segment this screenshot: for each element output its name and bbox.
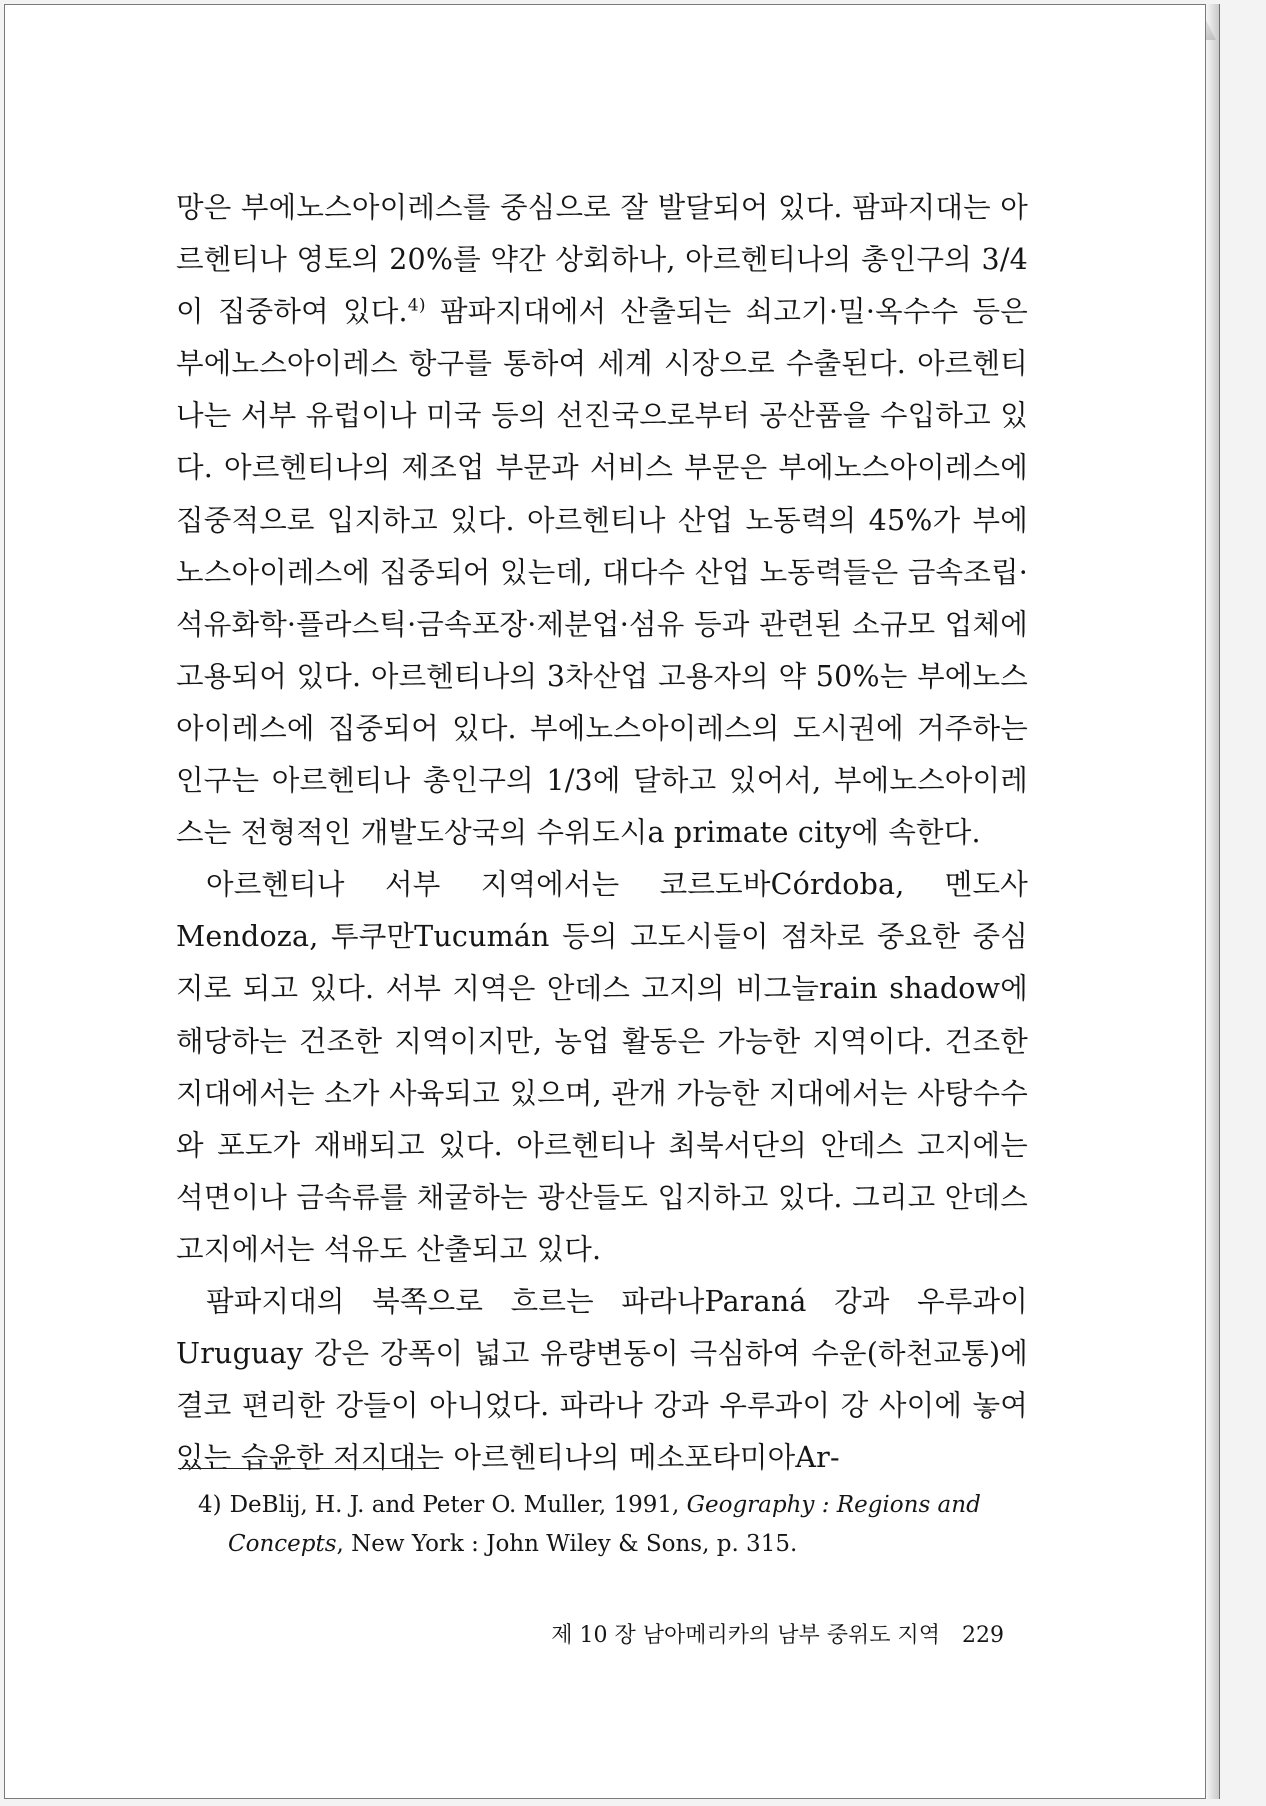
paragraph-3: 팜파지대의 북쪽으로 흐르는 파라나Paraná 강과 우루과이Uruguay 강은 강폭이 넓고 유량변동이 극심하여 수운(하천교통)에 결코 편리한 강들이 아니었다. 파라나 강과 우루과이 강 사이에 놓여 있는 습윤한 저지대는 아르헨티나의 메소포타미아Ar- (176, 1284, 1028, 1475)
footnote-line-2 (198, 1525, 1038, 1564)
page-body (176, 182, 1028, 1484)
footnote-publisher: , New York : John Wiley & Sons, p. 315. (336, 1531, 798, 1557)
footnote-4 (198, 1486, 1038, 1564)
footnote-number: 4) (198, 1492, 222, 1518)
paragraph-1-text-cont: 팜파지대에서 산출되는 쇠고기·밀·옥수수 등은 부에노스아이레스 항구를 통하여 세계 시장으로 수출된다. 아르헨티나는 서부 유럽이나 미국 등의 선진국으로부터 공산품을 수입하고 있다. 아르헨티나의 제조업 부문과 서비스 부문은 부에노스아이레스에 집중적으로 입지하고 있다. 아르헨티나 산업 노동력의 45%가 부에노스아이레스에 집중되어 있는데, 대다수 산업 노동력들은 금속조립·석유화학·플라스틱·금속포장·제분업·섬유 등과 관련된 소규모 업체에 고용되어 있다. 아르헨티나의 3차산업 고용자의 약 50%는 부에노스아이레스에 집중되어 있다. 부에노스아이레스의 도시권에 거주하는 인구는 아르헨티나 총인구의 1/3에 달하고 있어서, 부에노스아이레스는 전형적인 개발도상국의 수위도시a primate city에 속한다. (176, 295, 1028, 850)
paragraph-1-text: 망은 부에노스아이레스를 중심으로 잘 발달되어 있다. 팜파지대는 아르헨티나 영토의 20%를 약간 상회하나, 아르헨티나의 총인구의 3/4이 집중하여 있다. (176, 191, 1028, 329)
running-footer (551, 1620, 1004, 1652)
chapter-title: 제 10 장 남아메리카의 남부 중위도 지역 (551, 1623, 940, 1648)
paragraph-1 (176, 182, 1028, 859)
footnote-reference[interactable]: 4) (407, 295, 426, 316)
page-number: 229 (962, 1623, 1004, 1648)
footnote-title-part-2: Concepts (228, 1531, 337, 1557)
paragraph-2: 아르헨티나 서부 지역에서는 코르도바Córdoba, 멘도사Mendoza, 투쿠만Tucumán 등의 고도시들이 점차로 중요한 중심지로 되고 있다. 서부 지역은 안데스 고지의 비그늘rain shadow에 해당하는 건조한 지역이지만, 농업 활동은 가능한 지역이다. 건조한 지대에서는 소가 사육되고 있으며, 관개 가능한 지대에서는 사탕수수와 포도가 재배되고 있다. 아르헨티나 최북서단의 안데스 고지에는 석면이나 금속류를 채굴하는 광산들도 입지하고 있다. 그리고 안데스 고지에서는 석유도 산출되고 있다. (176, 868, 1028, 1266)
footnote-line-1 (198, 1486, 1038, 1525)
footnote-authors: DeBlij, H. J. and Peter O. Muller, 1991, (229, 1492, 687, 1518)
footnote-divider (178, 1468, 434, 1469)
footnote-title-part-1: Geography : Regions and (686, 1492, 981, 1518)
